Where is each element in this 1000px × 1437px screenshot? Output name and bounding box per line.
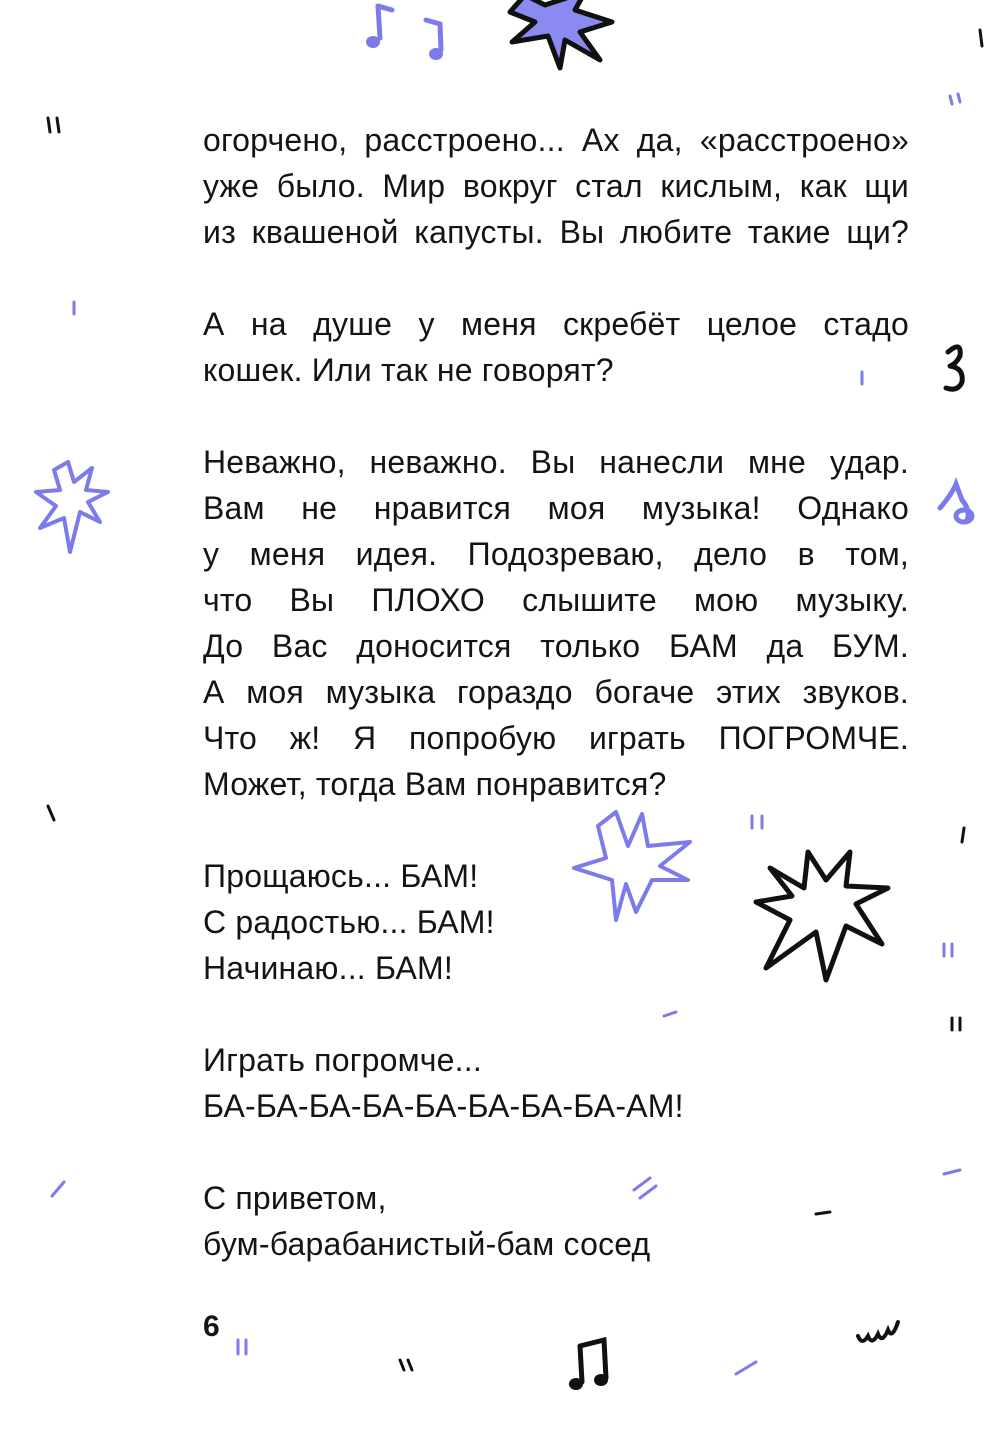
page-number: 6: [203, 1310, 220, 1343]
star-burst-icon: [510, 0, 612, 68]
paragraph-3: [203, 439, 909, 807]
text-line: Может, тогда Вам понравится?: [203, 766, 667, 802]
paragraph-2: [203, 301, 909, 393]
text-line: С приветом,: [203, 1180, 387, 1216]
number-three-doodle-icon: [946, 347, 962, 389]
paragraph-4: [203, 853, 909, 991]
text-line: что Вы ПЛОХО слышите мою музыку.: [203, 582, 909, 618]
text-line: БА-БА-БА-БА-БА-БА-БА-БА-АМ!: [203, 1088, 684, 1124]
signature: [203, 1175, 909, 1267]
paragraph-1: [203, 117, 909, 255]
text-line: Что ж! Я попробую играть ПОГРОМЧЕ.: [203, 720, 909, 756]
text-line: Неважно, неважно. Вы нанесли мне удар.: [203, 444, 909, 480]
music-note-icon: [940, 484, 972, 522]
text-line: А на душе у меня скребёт целое стадо: [203, 306, 909, 342]
text-line: Вам не нравится моя музыка! Однако: [203, 490, 909, 526]
text-line: А моя музыка гораздо богаче этих звуков.: [203, 674, 909, 710]
music-note-icon: [426, 20, 443, 60]
text-line: Играть погромче...: [203, 1042, 482, 1078]
letter-text: [203, 117, 909, 1313]
music-note-icon: [569, 1340, 608, 1390]
star-burst-icon: [36, 462, 108, 552]
text-line: бум-барабанистый-бам сосед: [203, 1226, 651, 1262]
text-line: из квашеной капусты. Вы любите такие щи?: [203, 214, 909, 250]
text-line: огорчено, расстроено... Ах да, «расстроено»: [203, 122, 909, 158]
text-line: у меня идея. Подозреваю, дело в том,: [203, 536, 909, 572]
paragraph-5: [203, 1037, 909, 1129]
text-line: Прощаюсь... БАМ!: [203, 858, 479, 894]
text-line: До Вас доносится только БАМ да БУМ.: [203, 628, 909, 664]
music-note-icon: [366, 6, 392, 48]
text-line: Начинаю... БАМ!: [203, 950, 453, 986]
text-line: уже было. Мир вокруг стал кислым, как щи: [203, 168, 909, 204]
text-line: кошек. Или так не говорят?: [203, 352, 614, 388]
squiggle-doodle-icon: [858, 1322, 898, 1341]
text-line: С радостью... БАМ!: [203, 904, 495, 940]
